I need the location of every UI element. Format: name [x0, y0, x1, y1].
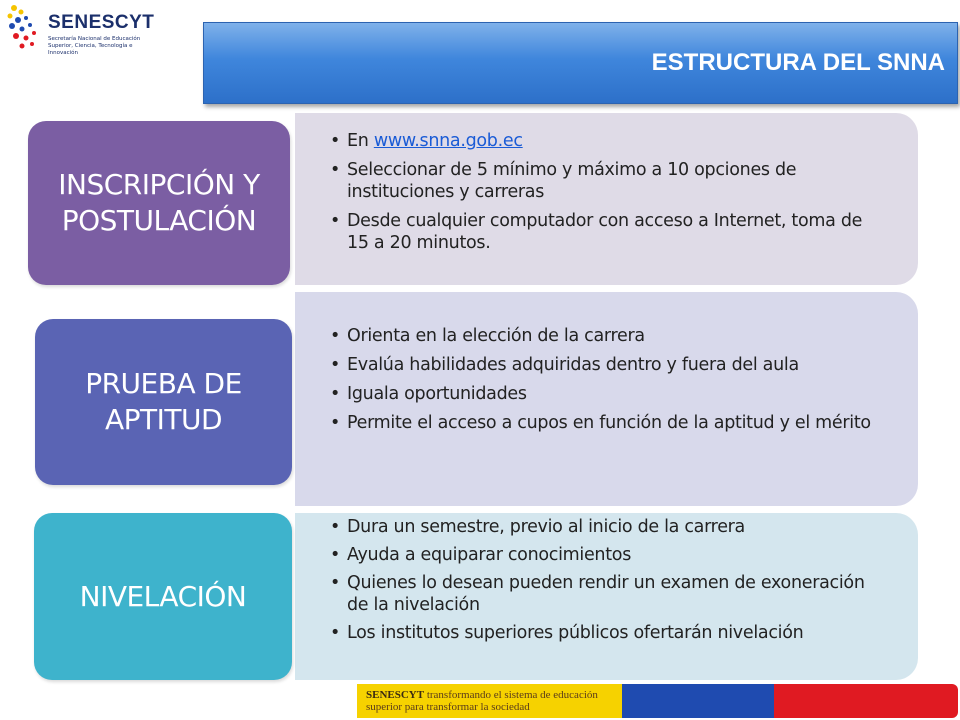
section-label-line: PRUEBA DE — [85, 367, 242, 400]
section-label-line: INSCRIPCIÓN Y — [58, 168, 260, 201]
section-label-line: APTITUD — [104, 403, 223, 436]
page-title: ESTRUCTURA DEL SNNA — [651, 49, 945, 76]
snna-link[interactable]: www.snna.gob.ec — [373, 131, 523, 151]
list-item: • Seleccionar de 5 mínimo y máximo a 10 opciones de instituciones y carreras — [330, 159, 878, 203]
list-item: • Dura un semestre, previo al inicio de la carrera — [330, 516, 878, 538]
section-prueba-label — [35, 319, 292, 485]
footer-brand: SENESCYT — [366, 689, 425, 701]
header-bar — [203, 22, 958, 104]
logo-name: SENESCYT — [48, 12, 155, 33]
section-nivelacion-panel — [295, 513, 918, 680]
footer-text — [366, 689, 598, 713]
list-item-text: En — [347, 131, 374, 151]
flag-blue-band — [622, 684, 774, 718]
senescyt-logo — [4, 2, 154, 58]
list-item: • Quienes lo desean pueden rendir un examen de exoneración de la nivelación — [330, 572, 878, 616]
footer-banner — [357, 684, 958, 720]
logo-dots-icon — [4, 2, 46, 58]
footer-line2: superior para transformar la sociedad — [366, 701, 530, 713]
section-prueba-panel — [295, 292, 918, 506]
section-nivelacion-list — [330, 516, 878, 650]
list-item: • Evalúa habilidades adquiridas dentro y fuera del aula — [330, 354, 878, 376]
list-item — [330, 130, 878, 152]
section-inscripcion-label — [28, 121, 290, 285]
list-item: • Desde cualquier computador con acceso a Internet, toma de 15 a 20 minutos. — [330, 210, 878, 254]
section-label-line: NIVELACIÓN — [79, 579, 247, 613]
section-nivelacion-label — [34, 513, 292, 680]
list-item: • Permite el acceso a cupos en función de la aptitud y el mérito — [330, 412, 878, 434]
section-inscripcion-panel — [295, 113, 918, 285]
list-item: • Orienta en la elección de la carrera — [330, 325, 878, 347]
section-inscripcion-list — [330, 130, 878, 261]
section-label-line: POSTULACIÓN — [61, 204, 257, 237]
flag-red-band — [774, 684, 958, 718]
list-item: • Los institutos superiores públicos ofertarán nivelación — [330, 622, 878, 644]
section-prueba-list — [330, 325, 878, 441]
flag-yellow-band — [357, 684, 622, 718]
logo-subtitle: Secretaría Nacional de Educación Superior, Ciencia, Tecnología e Innovación — [48, 36, 141, 56]
footer-line1: transformando el sistema de educación — [426, 689, 598, 701]
list-item: • Ayuda a equiparar conocimientos — [330, 544, 878, 566]
list-item: • Iguala oportunidades — [330, 383, 878, 405]
